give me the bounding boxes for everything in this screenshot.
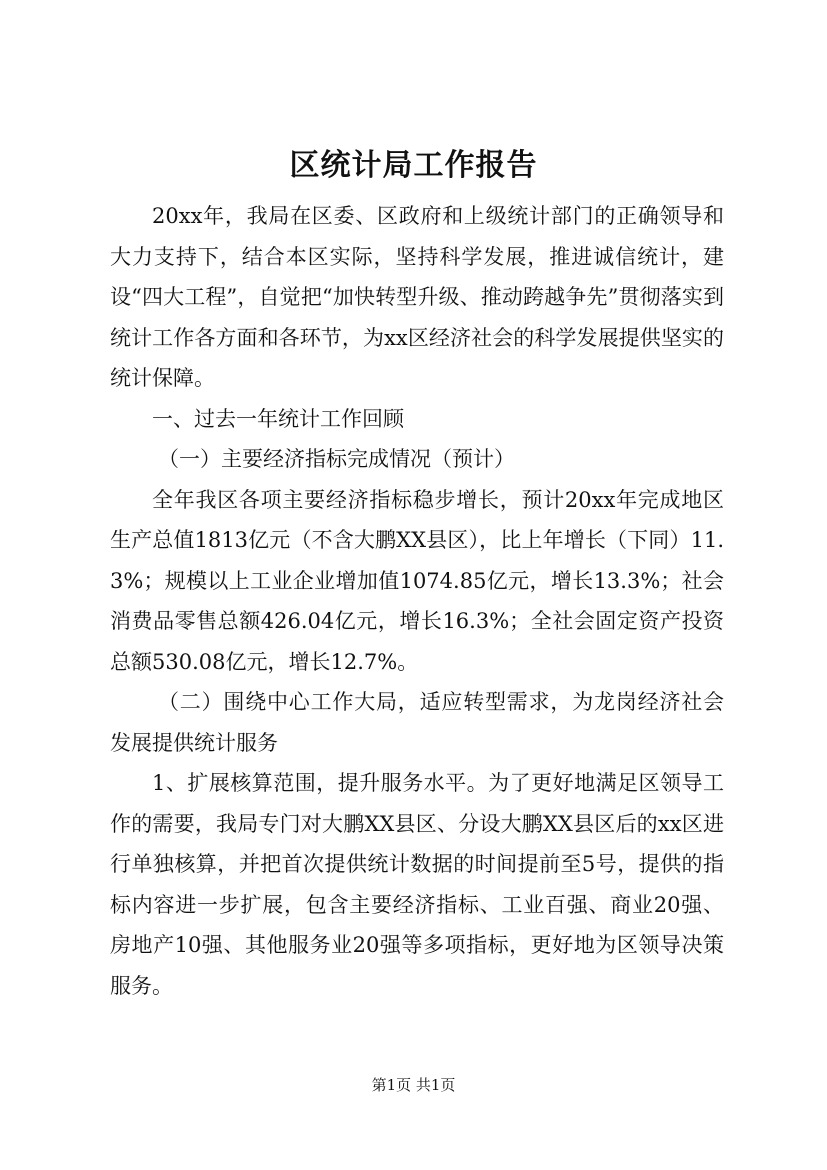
document-title: 区统计局工作报告 <box>289 148 538 183</box>
indicators-paragraph: 全年我区各项主要经济指标稳步增长，预计20xx年完成地区生产总值1813亿元（不含大鹏XX县区），比上年增长（下同）11.3%；规模以上工业企业增加值1074.85亿元，增长13.3%；社会消费品零售总额426.04亿元，增长16.3%；全社会固定资产投资总额530.08亿元，增长12.7%。 <box>110 487 724 674</box>
subsection-heading-indicators: （一）主要经济指标完成情况（预计） <box>158 447 515 471</box>
page-number-footer: 第1页 共1页 <box>371 1076 456 1094</box>
intro-paragraph: 20xx年，我局在区委、区政府和上级统计部门的正确领导和大力支持下，结合本区实际，坚持科学发展，推进诚信统计，建设“四大工程”，自觉把“加快转型升级、推动跨越争先”贯彻落实到统计工作各方面和各环节，为xx区经济社会的科学发展提供坚实的统计保障。 <box>110 204 724 390</box>
section-heading-review: 一、过去一年统计工作回顾 <box>152 406 404 431</box>
accounting-paragraph: 1、扩展核算范围，提升服务水平。为了更好地满足区领导工作的需要，我局专门对大鹏XX县区、分设大鹏XX县区后的xx区进行单独核算，并把首次提供统计数据的时间提前至5号，提供的指标内容进一步扩展，包含主要经济指标、工业百强、商业20强、房地产10强、其他服务业20强等多项指标，更好地为区领导决策服务。 <box>110 771 724 998</box>
subsection-heading-services: （二）围绕中心工作大局，适应转型需求，为龙岗经济社会发展提供统计服务 <box>110 690 724 755</box>
document-body <box>110 196 724 1006</box>
